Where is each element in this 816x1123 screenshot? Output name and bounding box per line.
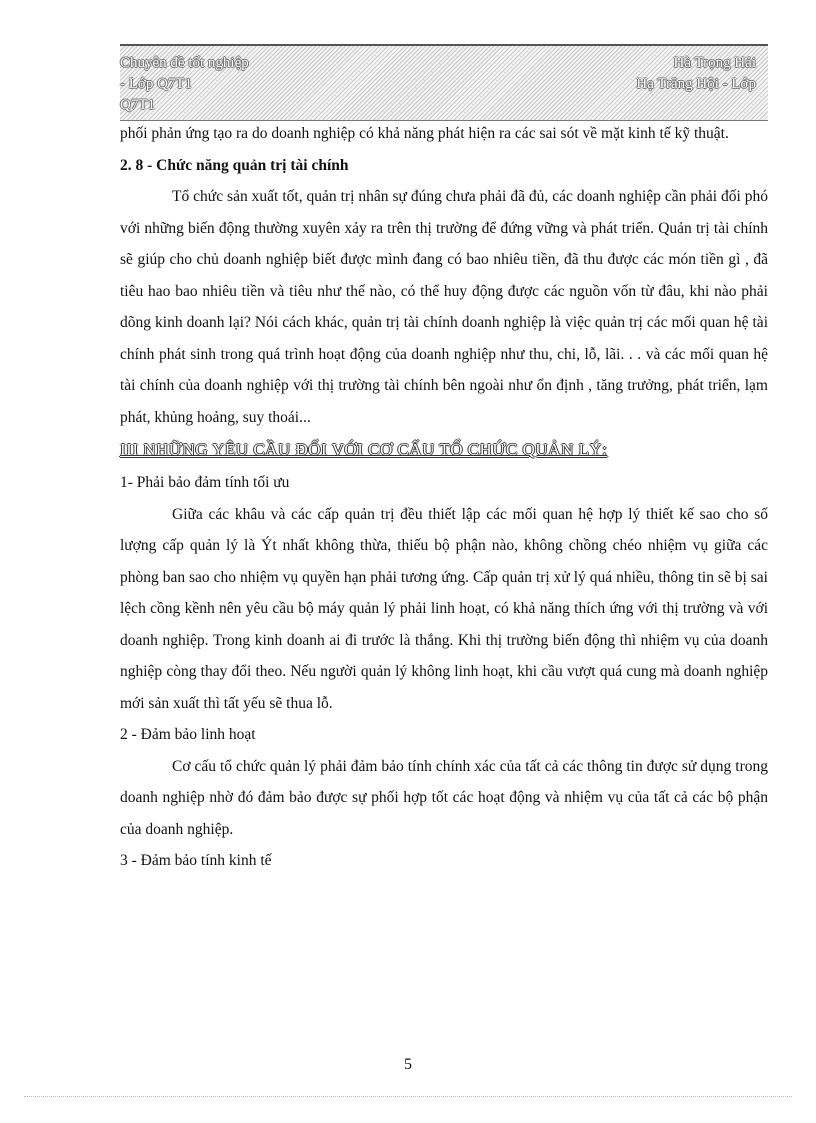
header-left-line2: - Lớp Q7T1 bbox=[120, 76, 193, 92]
heading-3-economic: 3 - Đảm bảo tính kinh tế bbox=[120, 852, 272, 869]
page-number: 5 bbox=[404, 1056, 412, 1073]
page-header bbox=[120, 44, 768, 121]
header-left-line1: Chuyên đề tốt nghiệp bbox=[120, 55, 249, 71]
heading-2-flexible: 2 - Đảm bảo linh hoạt bbox=[120, 726, 256, 743]
page-body bbox=[120, 118, 768, 877]
section-iii-title: III NHỮNG YÊU CẦU ĐỐI VỚI CƠ CẤU TỔ CHỨC QUẢN LÝ: bbox=[120, 440, 608, 459]
header-right-line2: Hạ Trăng Hội - Lớp bbox=[636, 76, 756, 92]
paragraph-flexible: Cơ cấu tổ chức quản lý phải đảm bảo tính chính xác của tất cả các thông tin được sử dụng trong doanh nghiệp nhờ đó đảm bảo được sự phối hợp tốt các hoạt động và nhiệm vụ của tất cả các bộ phận của doanh nghiệp. bbox=[120, 757, 768, 838]
paragraph-financial-management: Tổ chức sản xuất tốt, quản trị nhân sự đúng chưa phải đã đủ, các doanh nghiệp cần phải đối phó với những biến động thường xuyên xảy ra trên thị trường để đứng vững và phát triển. Quản trị tài chính sẽ giúp cho chủ doanh nghiệp biết được mình đang có bao nhiêu tiền, đã thu được các món tiền gì , đã tiêu hao bao nhiêu tiền và tiêu như thế nào, có thể huy động được các nguồn vốn từ đâu, khi nào phải dõng kinh doanh lại? Nói cách khác, quản trị tài chính doanh nghiệp là việc quản trị các mối quan hệ tài chính phát sinh trong quá trình hoạt động của doanh nghiệp như thu, chi, lỗ, lãi. . . và các mối quan hệ tài chính của doanh nghiệp với thị trường tài chính bên ngoài như ổn định , tăng trưởng, phát triển, lạm phát, khủng hoảng, suy thoái... bbox=[120, 188, 768, 426]
footer-divider bbox=[24, 1096, 792, 1097]
heading-1-optimal: 1- Phải bảo đảm tính tối ưu bbox=[120, 474, 290, 491]
paragraph-continuation: phối phản ứng tạo ra do doanh nghiệp có khả năng phát hiện ra các sai sót về mặt kinh tế kỹ thuật. bbox=[120, 125, 729, 142]
header-right-line1: Hà Trọng Hải bbox=[673, 55, 756, 71]
header-left-line3: Q7T1 bbox=[120, 97, 155, 113]
paragraph-optimal: Giữa các khâu và các cấp quản trị đều thiết lập các mối quan hệ hợp lý thiết kế sao cho số lượng cấp quản lý là Ýt nhất không thừa, thiếu bộ phận nào, không chồng chéo nhiệm vụ giữa các phòng ban sao cho nhiệm vụ quyền hạn phải tương ứng. Cấp quản trị xử lý quá nhiều, thông tin sẽ bị sai lệch cồng kềnh nên yêu cầu bộ máy quản lý phải linh hoạt, có khả năng thích ứng với thị trường và với doanh nghiệp. Trong kinh doanh ai đi trước là thắng. Khi thị trường biến động thì nhiệm vụ của doanh nghiệp còng thay đổi theo. Nếu người quản lý không linh hoạt, khi cầu vượt quá cung mà doanh nghiệp mới sản xuất thì tất yếu sẽ thua lỗ. bbox=[120, 505, 768, 712]
heading-2-8: 2. 8 - Chức năng quản trị tài chính bbox=[120, 156, 349, 174]
